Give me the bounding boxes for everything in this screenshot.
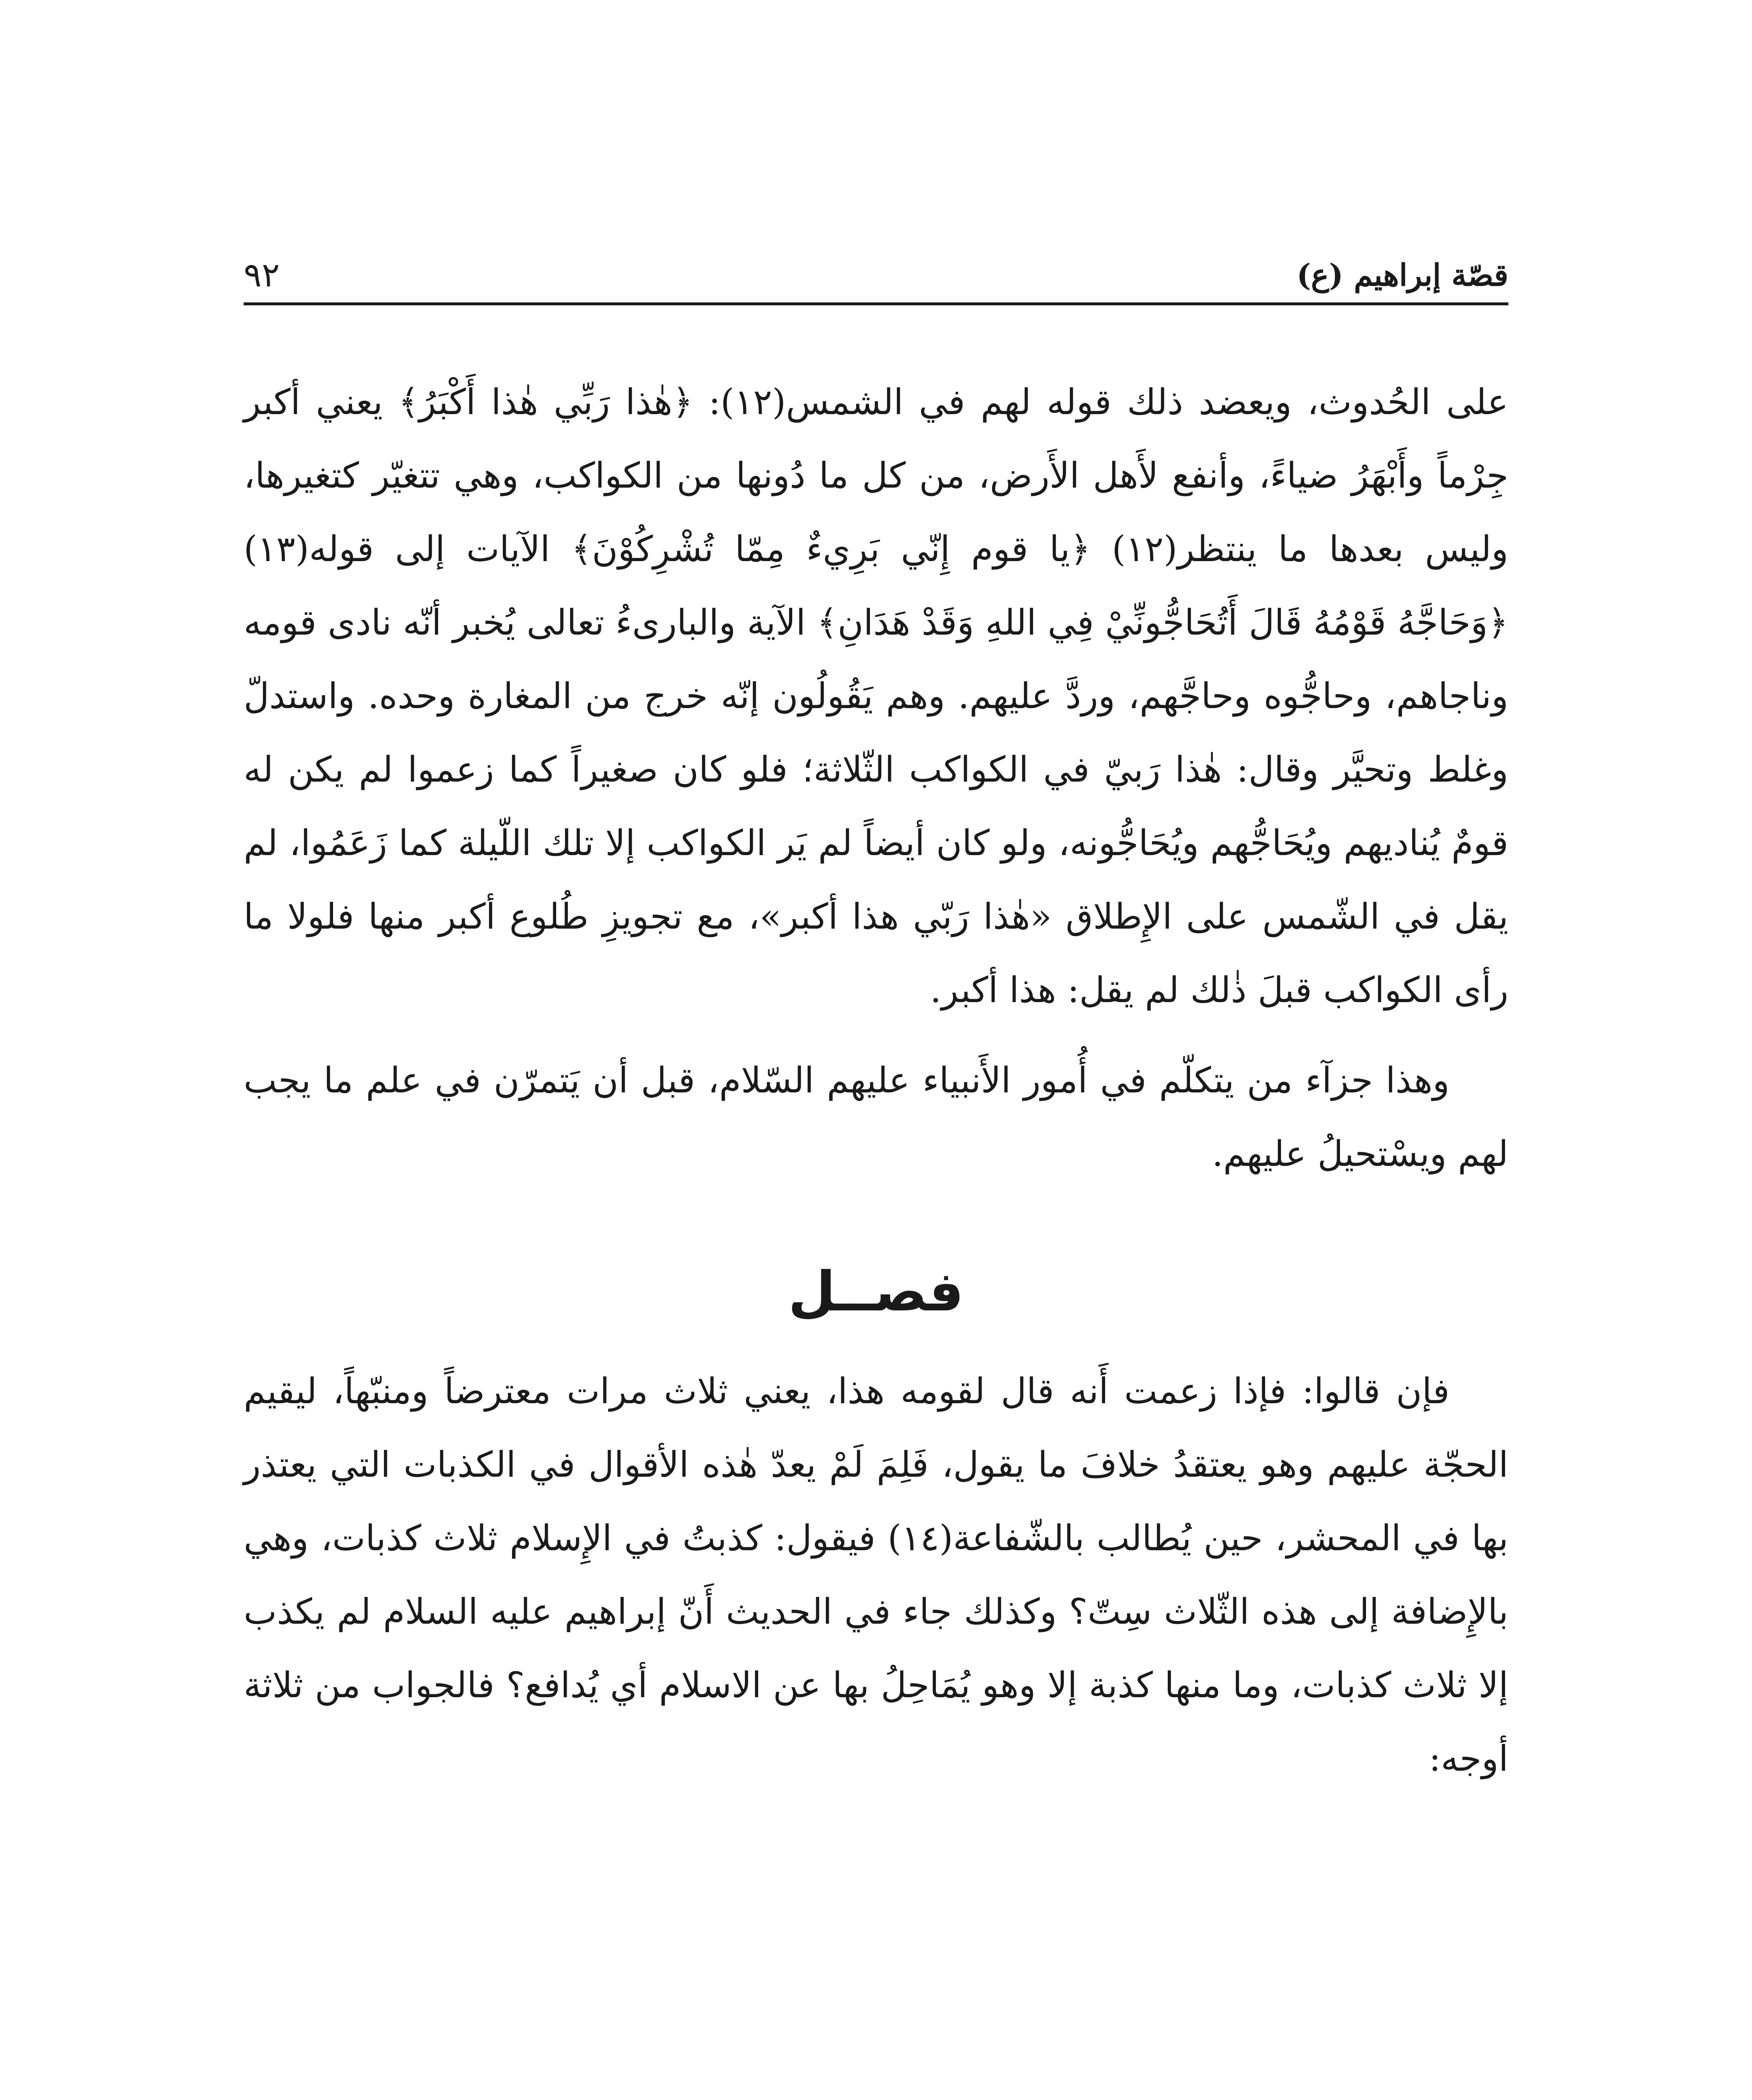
running-title: قصّة إبراهيم (ع)	[1296, 257, 1508, 293]
paragraph-3: فإن قالوا: فإذا زعمت أَنه قال لقومه هذا، يعني ثلاث مرات معترضاً ومنبّهاً، ليقيم الحجّة عليهم وهو يعتقدُ خلافَ ما يقول، فَلِمَ لَمْ يعدّ هٰذه الأقوال في الكذبات التي يعتذر بها في المحشر، حين يُطالب بالشّفاعة(١٤) فيقول: كذبتُ في الإِسلام ثلاث كذبات، وهي بالإِضافة إلى هذه الثّلاث سِتّ؟ وكذلك جاء في الحديث أَنّ إبراهيم عليه السلام لم يكذب إلا ثلاث كذبات، وما منها كذبة إلا وهو يُمَاحِلُ بها عن الاسلام أي يُدافع؟ فالجواب من ثلاثة أوجه:	[244, 1370, 1508, 1779]
section-heading: فصــل	[788, 1260, 964, 1323]
page-number: ٩٢	[244, 255, 280, 294]
body-text	[244, 365, 1508, 1796]
paragraph-2: وهذا جزآء من يتكلّم في أُمور الأَنبياء عليهم السّلام، قبل أن يَتمرّن في علم ما يجب لهم ويسْتحيلُ عليهم.	[244, 1060, 1508, 1174]
paragraph-1: على الحُدوث، ويعضد ذلك قوله لهم في الشمس(١٢): ﴿هٰذا رَبِّي هٰذا أَكْبَرُ﴾ يعني أكبر جِرْماً وأَبْهَرُ ضياءً، وأنفع لأَهل الأَرض، من كل ما دُونها من الكواكب، وهي تتغيّر كتغيرها، وليس بعدها ما ينتظر(١٢) ﴿يا قوم إِنّي بَرِيءٌ مِمّا تُشْرِكُوْنَ﴾ الآيات إلى قوله(١٣) ﴿وَحَاجَّهُ قَوْمُهُ قَالَ أَتُحَاجُّونِّيْ فِي اللهِ وَقَدْ هَدَانِ﴾ الآية والبارىءُ تعالى يُخبر أنّه نادى قومه وناجاهم، وحاجُّوه وحاجَّهم، وردَّ عليهم. وهم يَقُولُون إنّه خرج من المغارة وحده. واستدلّ وغلط وتحيَّر وقال: هٰذا رَبيّ في الكواكب الثّلاثة؛ فلو كان صغيراً كما زعموا لم يكن له قومٌ يُناديهم ويُحَاجُّهم ويُحَاجُّونه، ولو كان أيضاً لم يَر الكواكب إلا تلك اللّيلة كما زَعَمُوا، لم يقل في الشّمس على الإِطلاق «هٰذا رَبّي هذا أكبر»، مع تجويزِ طُلوع أكبر منها فلولا ما رأى الكواكب قبلَ ذٰلك لم يقل: هذا أكبر.	[244, 381, 1509, 1011]
page-header	[244, 252, 1508, 305]
